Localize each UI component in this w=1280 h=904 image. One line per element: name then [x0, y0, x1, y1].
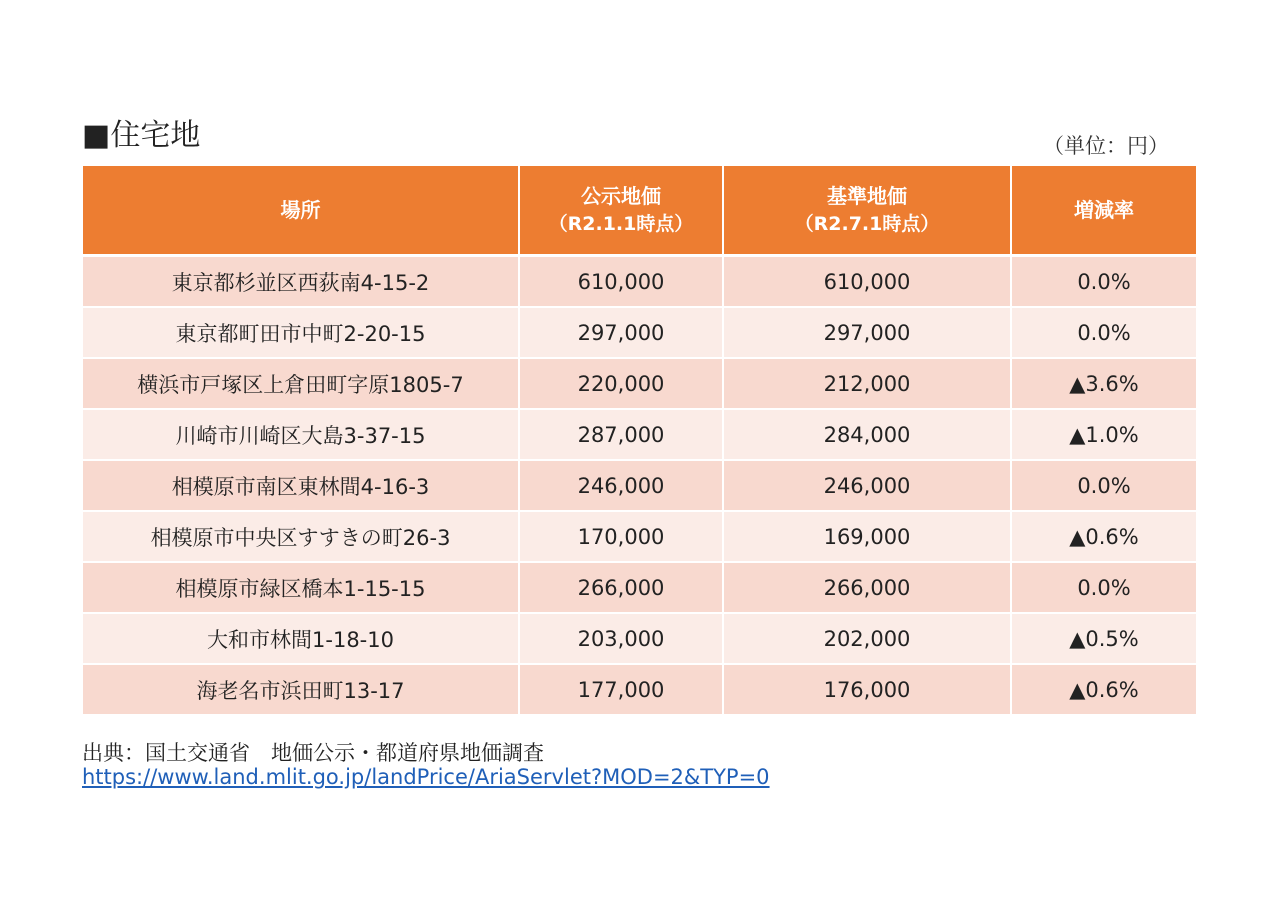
header-location-label: 場所 — [280, 198, 321, 222]
table-body — [83, 256, 1196, 716]
cell-kijun-price: 610,000 — [723, 256, 1011, 308]
cell-change-rate: ▲0.6% — [1011, 664, 1196, 715]
cell-change-rate: 0.0% — [1011, 256, 1196, 308]
cell-location: 東京都町田市中町2-20-15 — [83, 307, 519, 358]
cell-kijun-price: 246,000 — [723, 460, 1011, 511]
cell-kijun-price: 212,000 — [723, 358, 1011, 409]
page-title: ■住宅地 — [82, 118, 201, 153]
header-koji-label: 公示地価 — [581, 184, 661, 208]
table-row — [83, 664, 1196, 715]
cell-change-rate: ▲0.6% — [1011, 511, 1196, 562]
cell-change-rate: ▲1.0% — [1011, 409, 1196, 460]
cell-change-rate: ▲0.5% — [1011, 613, 1196, 664]
cell-koji-price: 170,000 — [519, 511, 723, 562]
unit-label: （単位：円） — [1043, 134, 1169, 158]
table-row — [83, 358, 1196, 409]
cell-location: 相模原市中央区すすきの町26-3 — [83, 511, 519, 562]
header-kijun-date: （R2.7.1時点） — [794, 213, 940, 235]
cell-location: 海老名市浜田町13-17 — [83, 664, 519, 715]
header-change-label: 増減率 — [1074, 198, 1134, 222]
cell-location: 川崎市川崎区大島3-37-15 — [83, 409, 519, 460]
cell-kijun-price: 266,000 — [723, 562, 1011, 613]
cell-location: 東京都杉並区西荻南4-15-2 — [83, 256, 519, 308]
table-header — [83, 166, 1196, 256]
cell-kijun-price: 169,000 — [723, 511, 1011, 562]
table-row — [83, 613, 1196, 664]
cell-change-rate: ▲3.6% — [1011, 358, 1196, 409]
header-change-rate — [1011, 166, 1196, 256]
cell-location: 相模原市南区東林間4-16-3 — [83, 460, 519, 511]
cell-change-rate: 0.0% — [1011, 562, 1196, 613]
header-location — [83, 166, 519, 256]
cell-koji-price: 287,000 — [519, 409, 723, 460]
cell-kijun-price: 297,000 — [723, 307, 1011, 358]
table-row — [83, 256, 1196, 308]
table-row — [83, 460, 1196, 511]
cell-kijun-price: 284,000 — [723, 409, 1011, 460]
cell-koji-price: 177,000 — [519, 664, 723, 715]
header-koji-price — [519, 166, 723, 256]
cell-koji-price: 297,000 — [519, 307, 723, 358]
table-row — [83, 562, 1196, 613]
cell-koji-price: 266,000 — [519, 562, 723, 613]
header-kijun-label: 基準地価 — [827, 184, 907, 208]
header-row — [83, 166, 1196, 256]
cell-location: 大和市林間1-18-10 — [83, 613, 519, 664]
cell-koji-price: 203,000 — [519, 613, 723, 664]
land-price-table — [83, 166, 1196, 716]
table-row — [83, 511, 1196, 562]
source-link[interactable]: https://www.land.mlit.go.jp/landPrice/AriaServlet?MOD=2&TYP=0 — [82, 765, 770, 789]
cell-koji-price: 610,000 — [519, 256, 723, 308]
source-citation: 出典：国土交通省 地価公示・都道府県地価調査 — [82, 741, 544, 765]
table-row — [83, 307, 1196, 358]
cell-change-rate: 0.0% — [1011, 460, 1196, 511]
cell-change-rate: 0.0% — [1011, 307, 1196, 358]
cell-kijun-price: 202,000 — [723, 613, 1011, 664]
table-row — [83, 409, 1196, 460]
cell-kijun-price: 176,000 — [723, 664, 1011, 715]
cell-location: 横浜市戸塚区上倉田町字原1805-7 — [83, 358, 519, 409]
cell-koji-price: 246,000 — [519, 460, 723, 511]
header-koji-date: （R2.1.1時点） — [548, 213, 694, 235]
cell-location: 相模原市緑区橋本1-15-15 — [83, 562, 519, 613]
cell-koji-price: 220,000 — [519, 358, 723, 409]
header-kijun-price — [723, 166, 1011, 256]
